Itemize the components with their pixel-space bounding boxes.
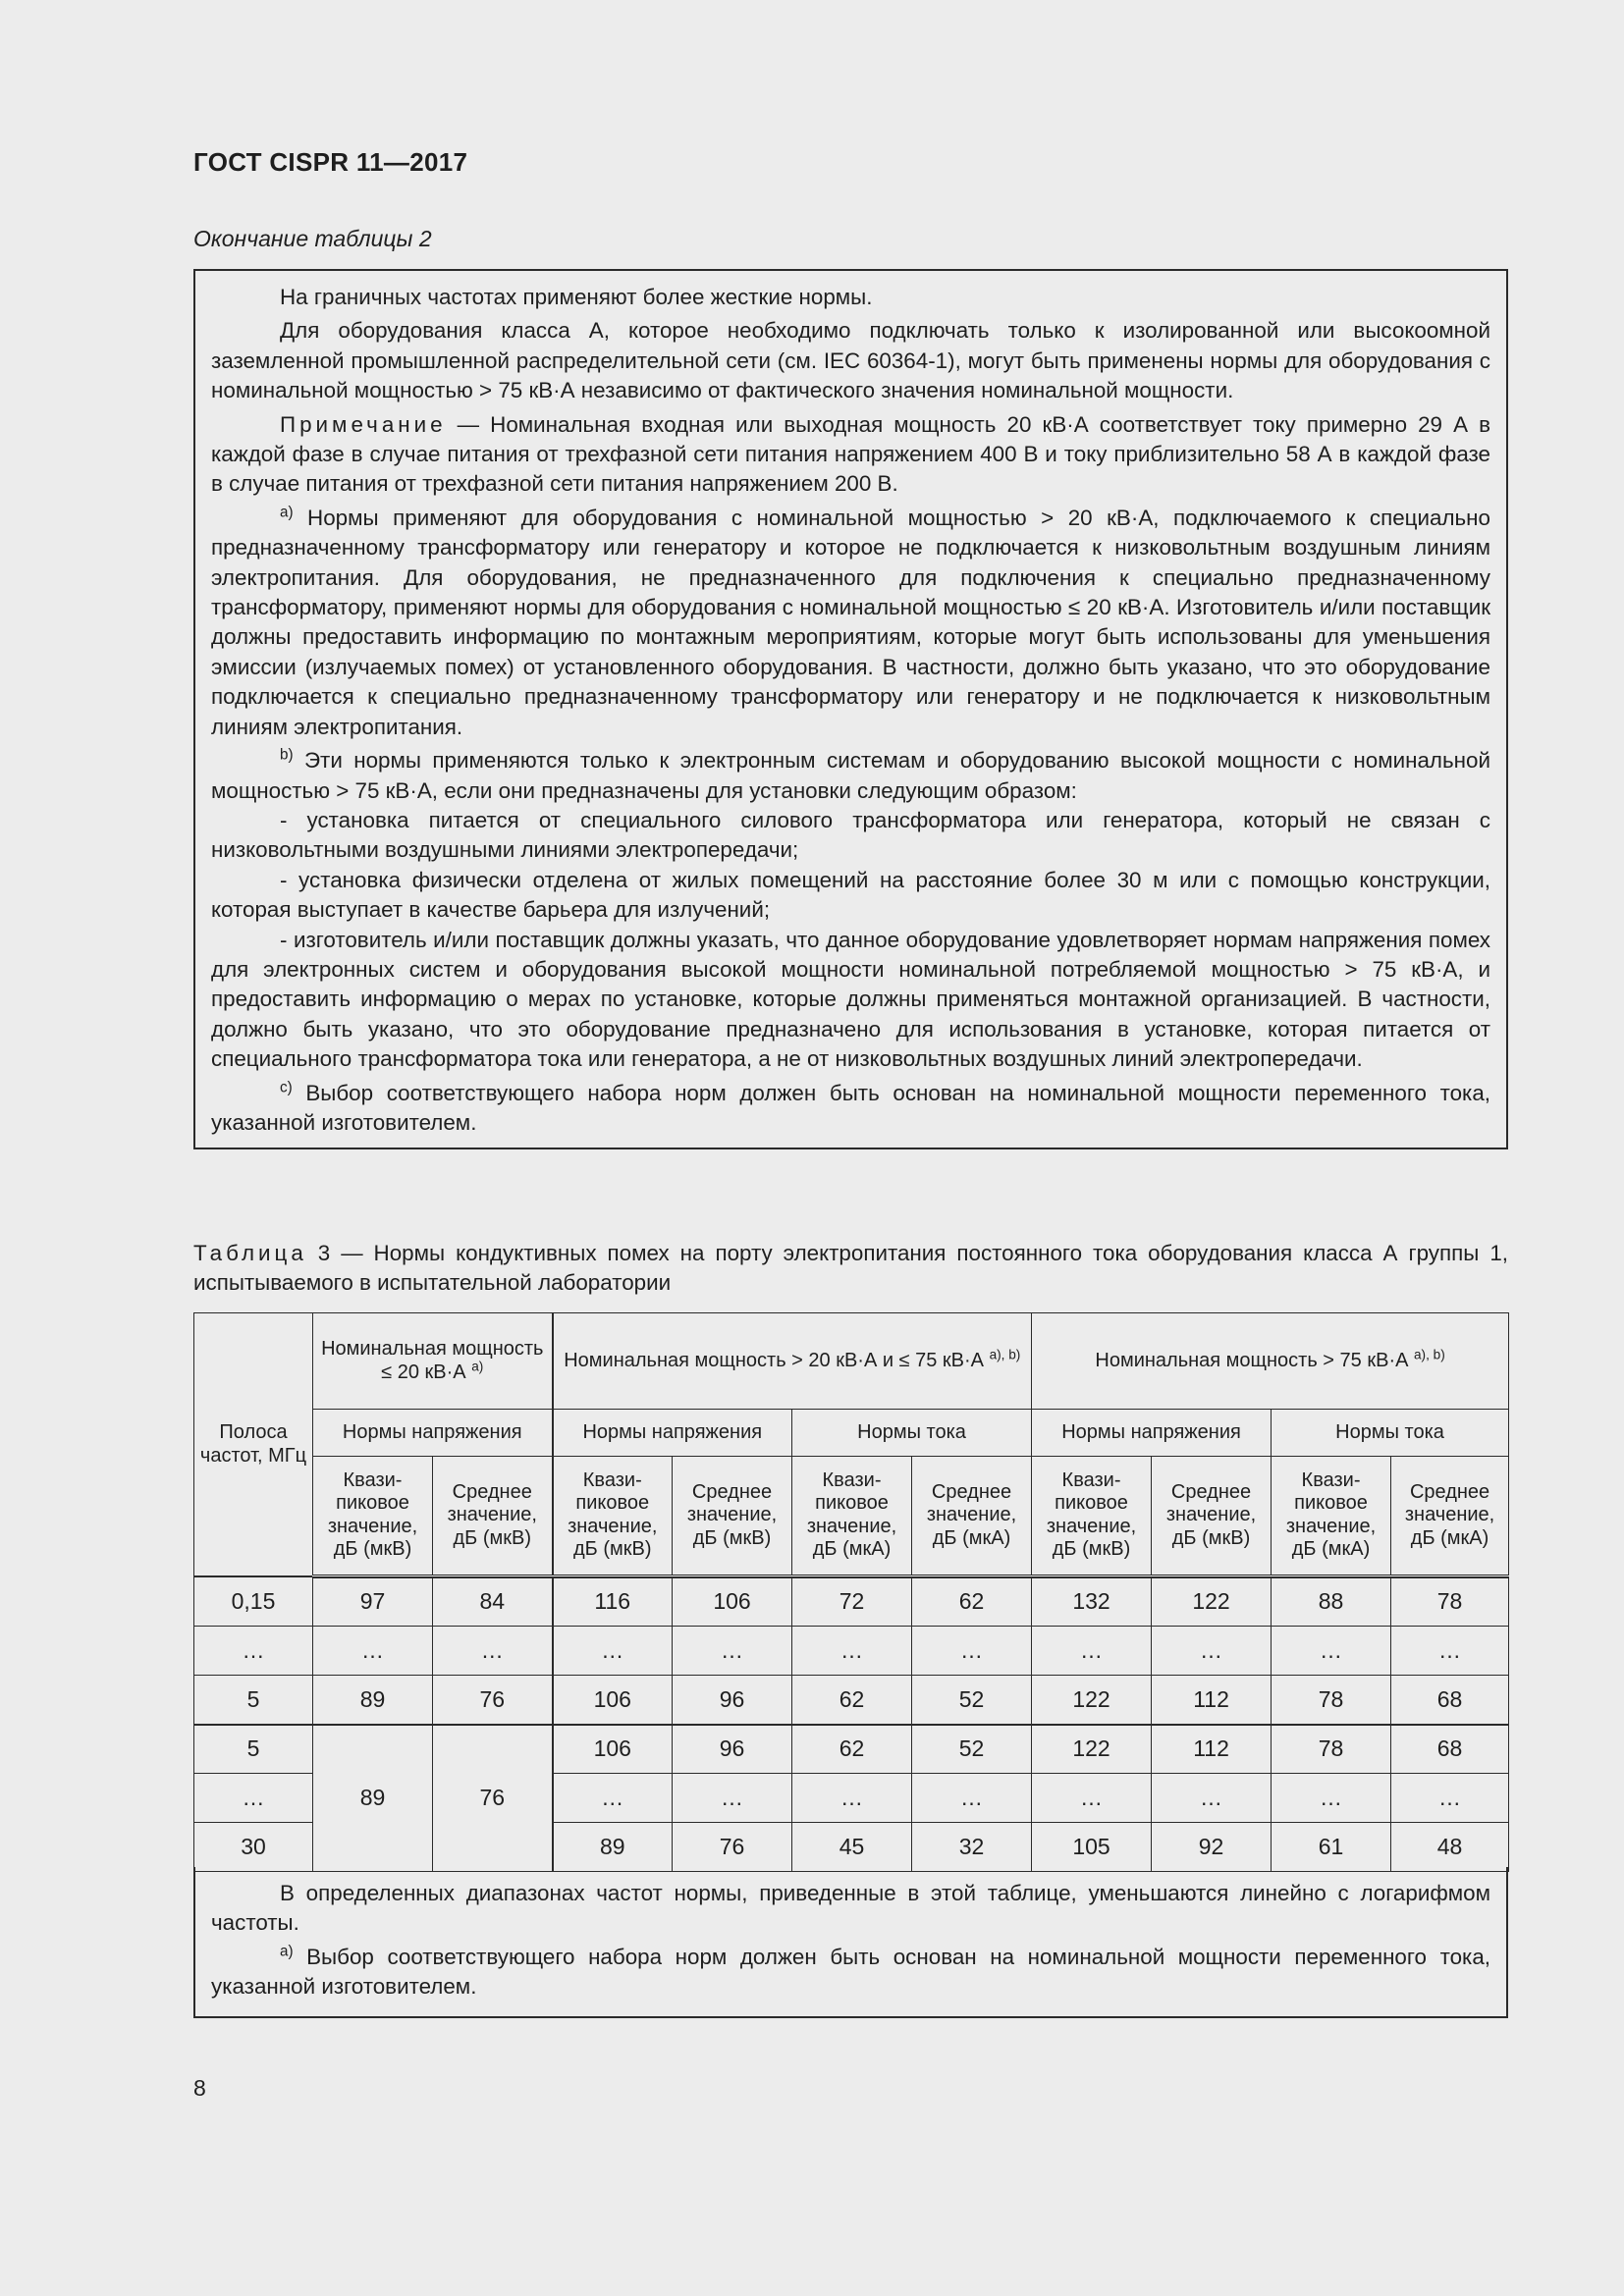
header-quasi-peak: Квази-пиковое значение, дБ (мкВ) [313,1457,433,1576]
header-voltage-limits: Нормы напряжения [553,1410,792,1457]
header-power-gt75 [1032,1313,1509,1410]
table-cell: 68 [1391,1676,1509,1725]
header-quasi-peak: Квази-пиковое значение, дБ (мкА) [792,1457,912,1576]
header-average: Среднее значение, дБ (мкВ) [1152,1457,1272,1576]
table-cell: 72 [792,1577,912,1627]
table-cell: 96 [673,1725,792,1774]
table2-notes-box [193,269,1508,1149]
table-cell: 32 [912,1823,1032,1872]
header-power-20-75 [553,1313,1032,1410]
header-power-text: Номинальная мощность > 75 кВ·А [1095,1349,1409,1371]
table-cell: 48 [1391,1823,1509,1872]
table-cell: 112 [1152,1725,1272,1774]
footnote-mark: b) [280,746,294,764]
note-text: — Номинальная входная или выходная мощность 20 кВ·А соответствует току примерно 29 А в каждой фазе в случае питания от трехфазной сети питания напряжением 400 В и току приблизительно 58 А в каждой фазе в случае питания от трехфазной сети питания напряжением 200 В. [211,411,1490,497]
table-cell: 76 [673,1823,792,1872]
table-cell: 89 [553,1823,673,1872]
table-row [194,1676,1509,1725]
table-cell: … [553,1774,673,1823]
document-header: ГОСТ CISPR 11—2017 [193,147,468,177]
table-cell: 92 [1152,1823,1272,1872]
table-cell: … [553,1627,673,1676]
table-cell: 45 [792,1823,912,1872]
header-average: Среднее значение, дБ (мкА) [1391,1457,1509,1576]
header-voltage-limits: Нормы напряжения [1032,1410,1272,1457]
table-cell: 106 [673,1577,792,1627]
table-cell: … [912,1774,1032,1823]
table-cell: … [433,1627,553,1676]
table-cell: … [1032,1774,1152,1823]
table-cell: 76 [433,1676,553,1725]
header-average: Среднее значение, дБ (мкВ) [673,1457,792,1576]
header-quasi-peak: Квази-пиковое значение, дБ (мкВ) [553,1457,673,1576]
note-paragraph: В определенных диапазонах частот нормы, приведенные в этой таблице, уменьшаются линейно с логарифмом частоты. [211,1881,1490,1936]
footnote-mark: c) [280,1079,293,1096]
table-cell-merged: 76 [433,1725,553,1872]
page-number: 8 [193,2075,206,2101]
table-cell-merged: 89 [313,1725,433,1872]
table-cell: … [1391,1774,1509,1823]
table-cell: 122 [1032,1725,1152,1774]
table-cell: 132 [1032,1577,1152,1627]
table-cell: … [194,1774,313,1823]
table-cell: … [194,1627,313,1676]
table-cell: 106 [553,1676,673,1725]
header-sup: a), b) [989,1347,1021,1362]
table3-caption [193,1239,1508,1299]
header-power-text: Номинальная мощность ≤ 20 кВ·А [321,1338,544,1383]
table-cell: … [1272,1627,1391,1676]
table-cell: … [1272,1774,1391,1823]
header-quasi-peak: Квази-пиковое значение, дБ (мкА) [1272,1457,1391,1576]
table-cell: … [1152,1774,1272,1823]
table-cell: … [673,1627,792,1676]
header-current-limits: Нормы тока [1272,1410,1509,1457]
table-continuation-caption: Окончание таблицы 2 [193,226,432,251]
table3-caption-text: 3 — Нормы кондуктивных помех на порту электропитания постоянного тока оборудования класса А группы 1, испытываемого в испытательной лаборатории [193,1241,1508,1296]
table-cell: 96 [673,1676,792,1725]
table-cell: … [1032,1627,1152,1676]
table-cell: 112 [1152,1676,1272,1725]
table-row [194,1627,1509,1676]
table-cell: 62 [912,1577,1032,1627]
header-power-text: Номинальная мощность > 20 кВ·А и ≤ 75 кВ·А [564,1349,985,1371]
table-cell: 5 [194,1676,313,1725]
table3-notes-box [193,1867,1508,2018]
header-voltage-limits: Нормы напряжения [313,1410,553,1457]
footnote-text: Нормы применяют для оборудования с номинальной мощностью > 20 кВ·А, подключаемого к специально предназначенному трансформатору или генератору и которое не подключается к низковольтным воздушным линиям электропитания. Для оборудования, не предназначенного для подключения к специально предназначенному трансформатору, применяют нормы для оборудования с номинальной мощностью ≤ 20 кВ·А. Изготовитель и/или поставщик должны предоставить информацию по монтажным мероприятиям, которые могут быть использованы для уменьшения эмиссии (излучаемых помех) от установленного оборудования. В частности, должно быть указано, что это оборудование подключается к специально предназначенному трансформатору или генератору и не подключается к низковольтным линиям электропитания. [211,505,1490,739]
footnote-text: Выбор соответствующего набора норм должен быть основан на номинальной мощности переменного тока, указанной изготовителем. [211,1944,1490,2000]
footnote-b-item: - изготовитель и/или поставщик должны указать, что данное оборудование удовлетворяет нормам напряжения помех для электронных систем и оборудования высокой мощности номинальной потребляемой мощностью > 75 кВ·А, и предоставить информацию о мерах по установке, которые должны применяться монтажной организацией. В частности, должно быть указано, что это оборудование предназначено для использования в установке, которая питается от специального трансформатора тока или генератора, а не от низковольтных воздушных линий электропередачи. [211,927,1490,1072]
header-average: Среднее значение, дБ (мкА) [912,1457,1032,1576]
header-sup: a) [471,1359,484,1374]
table-cell: 78 [1272,1725,1391,1774]
table-cell: 88 [1272,1577,1391,1627]
footnote-mark: a) [280,504,294,521]
note-paragraph: Для оборудования класса А, которое необходимо подключать только к изолированной или высокоомной заземленной промышленной распределительной сети (см. IEC 60364-1), могут быть применены нормы для оборудования с номинальной мощностью > 75 кВ·А независимо от фактического значения номинальной мощности. [211,318,1490,403]
header-power-le20 [313,1313,553,1410]
table-cell: 105 [1032,1823,1152,1872]
note-paragraph: На граничных частотах применяют более жесткие нормы. [280,285,873,309]
table-cell: 5 [194,1725,313,1774]
table-cell: 122 [1152,1577,1272,1627]
header-quasi-peak: Квази-пиковое значение, дБ (мкВ) [1032,1457,1152,1576]
footnote-text: Выбор соответствующего набора норм должен быть основан на номинальной мощности переменного тока, указанной изготовителем. [211,1080,1490,1135]
table-cell: 122 [1032,1676,1152,1725]
table-cell: 78 [1272,1676,1391,1725]
footnote-text: Эти нормы применяются только к электронным системам и оборудованию высокой мощности с номинальной мощностью > 75 кВ·А, если они предназначены для установки следующим образом: [211,748,1490,803]
table-cell: … [673,1774,792,1823]
header-sup: a), b) [1414,1347,1445,1362]
table-row [194,1577,1509,1627]
footnote-mark: a) [280,1943,294,1960]
table-cell: … [792,1627,912,1676]
table-cell: 97 [313,1577,433,1627]
table-cell: 61 [1272,1823,1391,1872]
header-average: Среднее значение, дБ (мкВ) [433,1457,553,1576]
footnote-c [211,1079,1490,1139]
table-cell: 52 [912,1676,1032,1725]
table-cell: 30 [194,1823,313,1872]
table-cell: 106 [553,1725,673,1774]
table-cell: 84 [433,1577,553,1627]
table-cell: 62 [792,1676,912,1725]
footnote-a [211,1943,1490,2002]
footnote-b [211,746,1490,806]
table-cell: … [792,1774,912,1823]
table-cell: … [313,1627,433,1676]
table-row [194,1725,1509,1774]
footnote-a [211,504,1490,742]
table-cell: 52 [912,1725,1032,1774]
table-cell: … [912,1627,1032,1676]
table-cell: 116 [553,1577,673,1627]
table3 [193,1312,1509,1872]
table-cell: 62 [792,1725,912,1774]
header-frequency: Полоса частот, МГц [194,1313,313,1576]
table-cell: … [1152,1627,1272,1676]
table-cell: 68 [1391,1725,1509,1774]
header-current-limits: Нормы тока [792,1410,1032,1457]
table3-caption-label: Таблица [193,1241,307,1265]
table-cell: 0,15 [194,1577,313,1627]
table-cell: … [1391,1627,1509,1676]
note-remark [211,410,1490,500]
table-cell: 89 [313,1676,433,1725]
footnote-b-item: - установка питается от специального силового трансформатора или генератора, который не связан с низковольтными воздушными линиями электропередачи; [211,807,1490,863]
footnote-b-item: - установка физически отделена от жилых помещений на расстояние более 30 м или с помощью конструкции, которая выступает в качестве барьера для излучений; [211,867,1490,923]
note-label: Примечание [280,411,447,437]
table-cell: 78 [1391,1577,1509,1627]
